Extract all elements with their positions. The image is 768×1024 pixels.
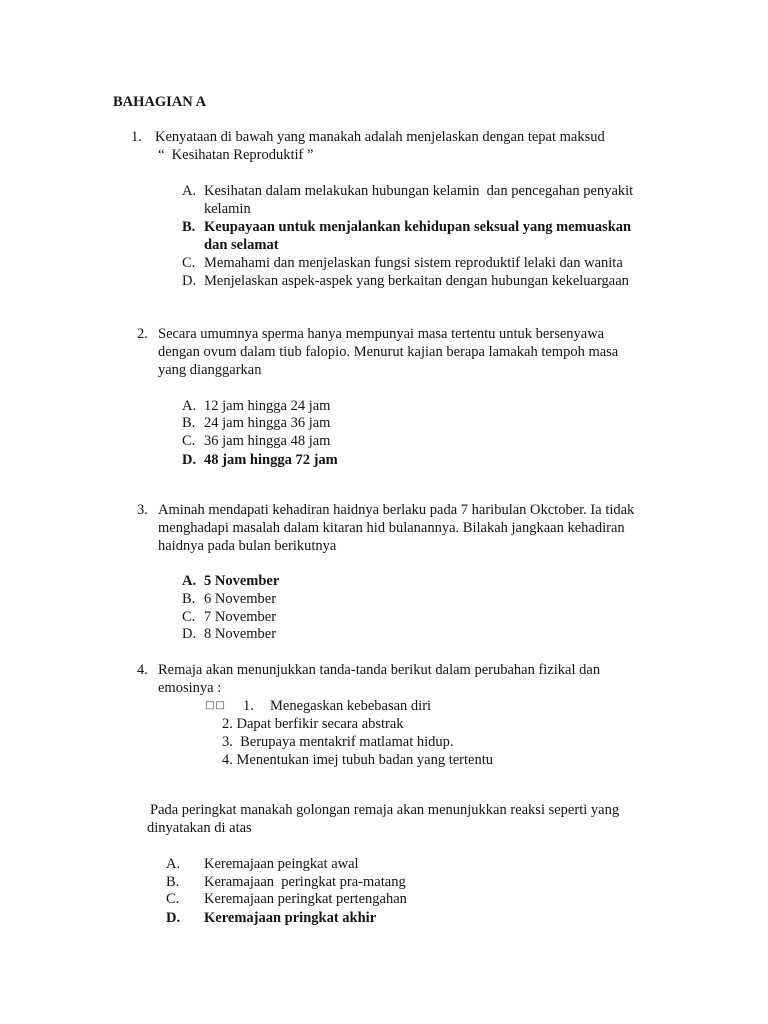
option-letter: A. — [166, 856, 181, 872]
option-text: 7 November — [204, 609, 277, 625]
option-letter-marked: B. — [182, 219, 196, 235]
option-letter: A. — [182, 398, 197, 414]
option-text: Keremajaan peingkat awal — [204, 856, 359, 872]
option-letter: D. — [182, 626, 197, 642]
option-text: 8 November — [204, 626, 277, 642]
statement-number: 1. — [243, 698, 254, 714]
question-stem-line: Kenyataan di bawah yang manakah adalah menjelaskan dengan tepat maksud — [155, 129, 605, 145]
option-text: 6 November — [204, 591, 277, 607]
statement-text: 3. Berupaya mentakrif matlamat hidup. — [222, 734, 454, 750]
option-text: Kesihatan dalam melakukan hubungan kelamin dan pencegahan penyakit — [204, 183, 634, 199]
question-stem-line: dengan ovum dalam tiub falopio. Menurut kajian berapa lamakah tempoh masa — [158, 344, 619, 360]
question-stem-line: haidnya pada bulan berikutnya — [158, 538, 337, 554]
option-text: Keramajaan peringkat pra-matang — [204, 874, 406, 890]
option-letter: D. — [182, 273, 197, 289]
question-stem-line: emosinya : — [158, 680, 222, 696]
option-letter: A. — [182, 183, 197, 199]
option-text-marked: Keremajaan pringkat akhir — [204, 910, 377, 926]
statement-text: 2. Dapat berfikir secara abstrak — [222, 716, 404, 732]
option-letter-marked: D. — [166, 910, 181, 926]
missing-glyph-marker: □□ — [205, 700, 226, 711]
option-letter: C. — [166, 891, 180, 907]
option-letter: B. — [166, 874, 180, 890]
question-prompt-line: Pada peringkat manakah golongan remaja akan menunjukkan reaksi seperti yang — [150, 802, 620, 818]
option-letter: C. — [182, 255, 196, 271]
question-stem-line: menghadapi masalah dalam kitaran hid bulanannya. Bilakah jangkaan kehadiran — [158, 520, 625, 536]
option-text-marked: 48 jam hingga 72 jam — [204, 452, 338, 468]
question-stem-line: Remaja akan menunjukkan tanda-tanda berikut dalam perubahan fizikal dan — [158, 662, 601, 678]
option-letter: B. — [182, 415, 196, 431]
option-text: Keremajaan peringkat pertengahan — [204, 891, 407, 907]
question-stem-line: “ Kesihatan Reproduktif ” — [158, 147, 314, 163]
option-text-marked: Keupayaan untuk menjalankan kehidupan seksual yang memuaskan — [204, 219, 632, 235]
option-text: 12 jam hingga 24 jam — [204, 398, 331, 414]
statement-text: Menegaskan kebebasan diri — [270, 698, 432, 714]
option-text: Memahami dan menjelaskan fungsi sistem reproduktif lelaki dan wanita — [204, 255, 623, 271]
question-stem-line: Secara umumnya sperma hanya mempunyai masa tertentu untuk bersenyawa — [158, 326, 605, 342]
question-number: 3. — [137, 502, 148, 518]
question-number: 1. — [131, 129, 142, 145]
statement-text: 4. Menentukan imej tubuh badan yang tertentu — [222, 752, 493, 768]
section-title: BAHAGIAN A — [113, 94, 207, 110]
question-stem-line: yang dianggarkan — [158, 362, 262, 378]
option-text: kelamin — [204, 201, 251, 217]
question-prompt-line: dinyatakan di atas — [147, 820, 252, 836]
option-text: Menjelaskan aspek-aspek yang berkaitan dengan hubungan kekeluargaan — [204, 273, 629, 289]
option-text-marked: 5 November — [204, 573, 280, 589]
option-letter-marked: A. — [182, 573, 197, 589]
question-number: 4. — [137, 662, 148, 678]
option-text: 24 jam hingga 36 jam — [204, 415, 331, 431]
option-letter: C. — [182, 433, 196, 449]
question-stem-line: Aminah mendapati kehadiran haidnya berlaku pada 7 haribulan Okctober. Ia tidak — [158, 502, 635, 518]
option-letter-marked: D. — [182, 452, 197, 468]
option-letter: C. — [182, 609, 196, 625]
option-text-marked: dan selamat — [204, 237, 279, 253]
option-letter: B. — [182, 591, 196, 607]
option-text: 36 jam hingga 48 jam — [204, 433, 331, 449]
question-number: 2. — [137, 326, 148, 342]
